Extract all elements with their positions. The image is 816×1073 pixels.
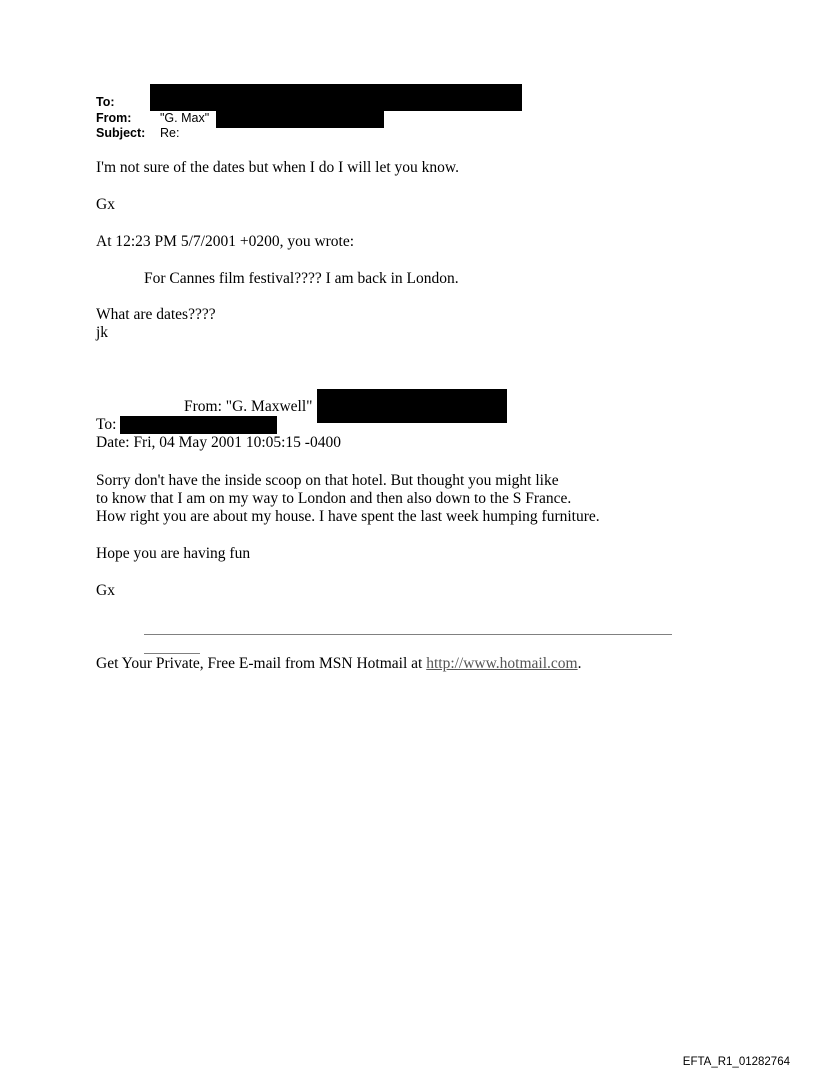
redaction-to-address bbox=[150, 84, 522, 111]
subject-label: Subject: bbox=[96, 126, 146, 140]
quoted-line: What are dates???? bbox=[96, 306, 216, 323]
forwarded-body-line: to know that I am on my way to London and then also down to the S France. bbox=[96, 490, 572, 507]
from-row bbox=[96, 111, 209, 127]
hotmail-ad-period: . bbox=[577, 655, 582, 672]
quoted-line: For Cannes film festival???? I am back in London. bbox=[144, 270, 459, 287]
quote-intro: At 12:23 PM 5/7/2001 +0200, you wrote: bbox=[96, 233, 355, 250]
redaction-forwarded-to-address bbox=[120, 416, 277, 434]
from-value: "G. Max" bbox=[160, 110, 210, 125]
forwarded-body-line: Sorry don't have the inside scoop on that hotel. But thought you might like bbox=[96, 472, 559, 489]
reply-line: I'm not sure of the dates but when I do I will let you know. bbox=[96, 159, 459, 176]
redaction-from-address bbox=[216, 111, 384, 128]
reply-signoff: Gx bbox=[96, 196, 115, 213]
forwarded-to-line: To: bbox=[96, 416, 117, 433]
signature-separator-short bbox=[144, 653, 200, 654]
forwarded-signoff: Gx bbox=[96, 582, 115, 599]
subject-value: Re: bbox=[160, 126, 180, 140]
redaction-forwarded-from-address bbox=[317, 389, 507, 423]
hotmail-link[interactable]: http://www.hotmail.com bbox=[426, 655, 578, 672]
signature-separator bbox=[144, 634, 672, 635]
forwarded-body-line: How right you are about my house. I have spent the last week humping furniture. bbox=[96, 508, 600, 525]
from-label: From: bbox=[96, 110, 132, 125]
forwarded-from-line: From: "G. Maxwell" bbox=[184, 398, 313, 415]
hotmail-ad-text: Get Your Private, Free E-mail from MSN Hotmail at bbox=[96, 655, 427, 672]
quoted-line: jk bbox=[96, 324, 109, 341]
to-label: To: bbox=[96, 95, 115, 109]
forwarded-closing: Hope you are having fun bbox=[96, 545, 251, 562]
hotmail-ad bbox=[96, 655, 581, 673]
subject-row bbox=[96, 126, 209, 142]
document-id: EFTA_R1_01282764 bbox=[682, 1056, 790, 1068]
forwarded-date-line: Date: Fri, 04 May 2001 10:05:15 -0400 bbox=[96, 434, 341, 451]
